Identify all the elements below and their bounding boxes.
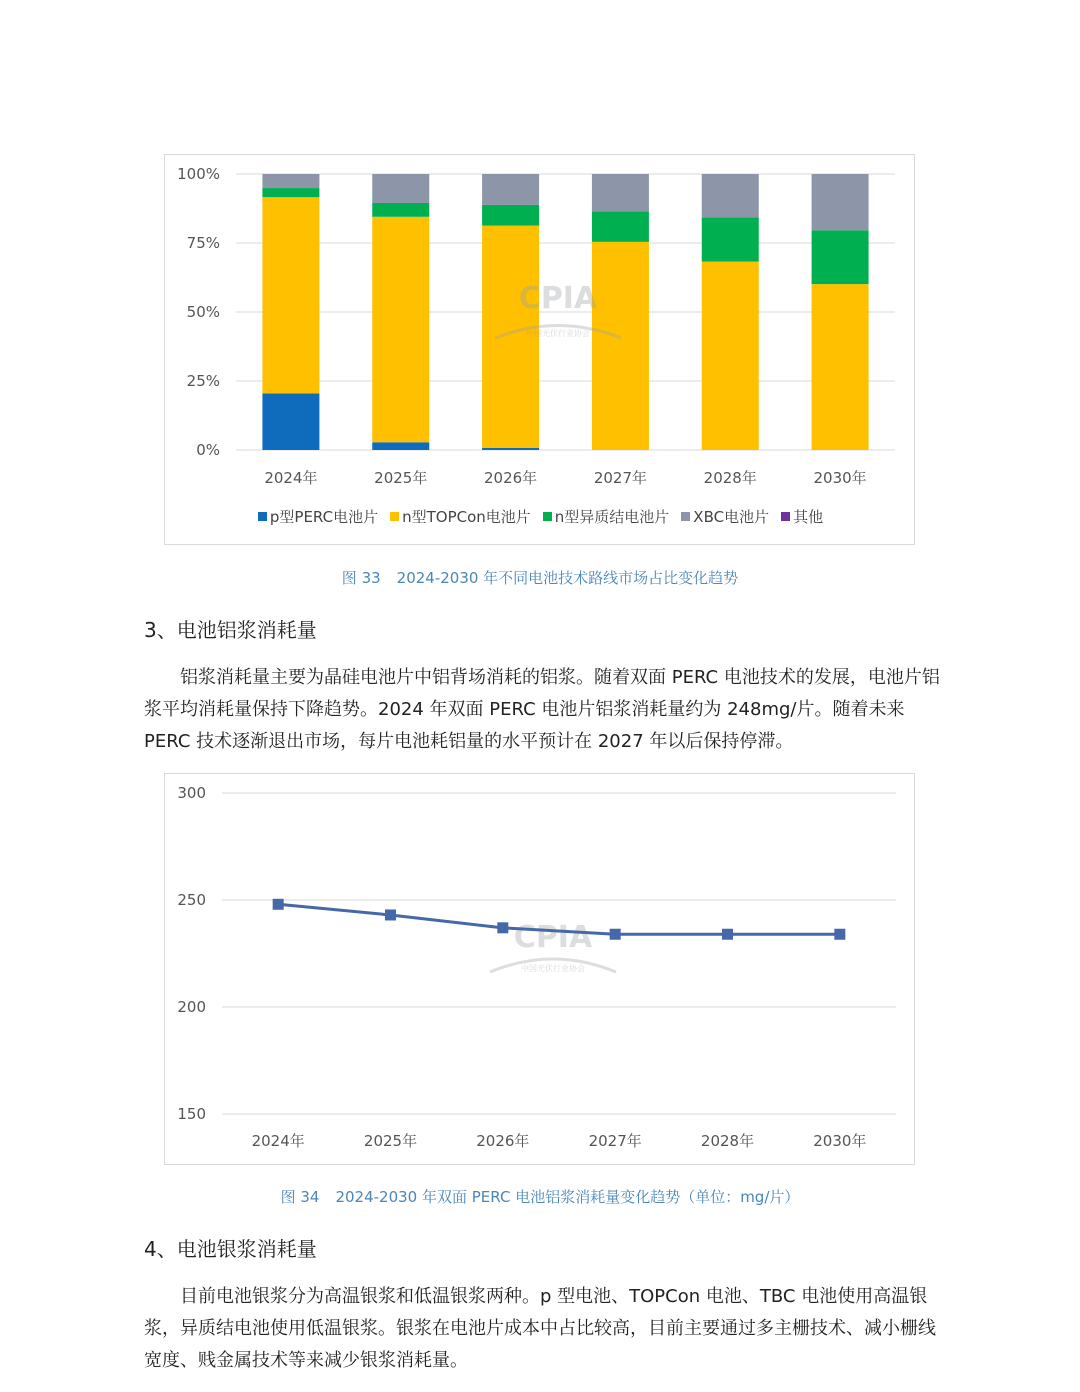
line-chart	[164, 773, 915, 1165]
bar-segment	[262, 393, 319, 450]
bar-segment	[592, 211, 649, 242]
data-point-marker	[385, 909, 396, 920]
legend-item	[390, 506, 531, 527]
data-point-marker	[273, 899, 284, 910]
y-tick-label: 150	[177, 1105, 206, 1123]
svg-text:CPIA: CPIA	[518, 281, 598, 316]
legend-item	[543, 506, 670, 527]
svg-text:中国光伏行业协会: 中国光伏行业协会	[521, 964, 585, 973]
figure-caption-text: 2024-2030 年双面 PERC 电池铝浆消耗量变化趋势（单位：mg/片）	[335, 1188, 800, 1206]
bar-segment	[482, 205, 539, 226]
bar-segment	[372, 203, 429, 217]
x-tick-label: 2030年	[813, 1132, 867, 1150]
legend-swatch	[258, 512, 267, 521]
y-tick-label: 50%	[186, 303, 220, 321]
legend-label: n型异质结电池片	[554, 508, 670, 526]
data-point-marker	[497, 922, 508, 933]
x-tick-label: 2025年	[363, 1132, 418, 1150]
legend-label: 其他	[793, 508, 824, 526]
y-tick-label: 300	[177, 784, 206, 802]
x-tick-label: 2025年	[374, 469, 428, 487]
y-tick-label: 200	[177, 998, 206, 1016]
y-tick-label: 0%	[196, 441, 220, 459]
bar-segment	[372, 217, 429, 442]
legend-item	[258, 506, 378, 527]
chart-legend	[165, 506, 916, 527]
legend-swatch	[390, 512, 399, 521]
legend-swatch	[543, 512, 552, 521]
x-tick-label: 2024年	[264, 469, 318, 487]
bar-segment	[592, 174, 649, 211]
stacked-bar-chart-svg	[165, 155, 916, 546]
bar-segment	[372, 442, 429, 450]
bar-segment	[702, 261, 759, 450]
y-tick-label: 100%	[177, 165, 220, 183]
legend-label: n型TOPCon电池片	[402, 508, 531, 526]
bar-segment	[262, 174, 319, 188]
legend-label: XBC电池片	[693, 508, 770, 526]
bar-segment	[482, 174, 539, 205]
x-tick-label: 2028年	[700, 1132, 755, 1150]
figure-34-caption	[0, 1186, 1080, 1207]
figure-33-caption	[0, 567, 1080, 588]
data-point-marker	[834, 929, 845, 940]
legend-swatch	[681, 512, 690, 521]
paragraph-silver-paste: 目前电池银浆分为高温银浆和低温银浆两种。p 型电池、TOPCon 电池、TBC 电池使用高温银浆，异质结电池使用低温银浆。银浆在电池片成本中占比较高，目前主要通过多主栅技术、减小栅线宽度、贱金属技术等来减少银浆消耗量。	[144, 1286, 936, 1371]
x-tick-label: 2027年	[593, 469, 648, 487]
bar-segment	[262, 188, 319, 197]
x-tick-label: 2024年	[251, 1132, 305, 1150]
bar-segment	[482, 448, 539, 450]
bar-segment	[812, 284, 869, 450]
bar-segment	[262, 197, 319, 393]
legend-item	[681, 506, 769, 527]
legend-label: p型PERC电池片	[269, 508, 379, 526]
y-tick-label: 75%	[186, 234, 220, 252]
x-tick-label: 2026年	[483, 469, 538, 487]
line-chart-svg	[165, 774, 916, 1166]
svg-text:CPIA: CPIA	[513, 920, 593, 955]
svg-text:中国光伏行业协会: 中国光伏行业协会	[526, 329, 590, 338]
bar-segment	[702, 174, 759, 217]
figure-number: 图 34	[280, 1188, 320, 1206]
data-point-marker	[722, 929, 733, 940]
x-tick-label: 2028年	[703, 469, 757, 487]
paragraph-aluminum-paste: 铝浆消耗量主要为晶硅电池片中铝背场消耗的铝浆。随着双面 PERC 电池技术的发展，电池片铝浆平均消耗量保持下降趋势。2024 年双面 PERC 电池片铝浆消耗量约为 248mg/片。随着未来 PERC 技术逐渐退出市场，每片电池耗铝量的水平预计在 2027 年以后保持停滞。	[144, 667, 940, 752]
y-tick-label: 250	[177, 891, 206, 909]
x-tick-label: 2030年	[813, 469, 867, 487]
bar-segment	[812, 230, 869, 284]
stacked-bar-chart	[164, 154, 915, 545]
x-tick-label: 2026年	[476, 1132, 530, 1150]
figure-number: 图 33	[341, 569, 381, 587]
section-3-title: 3、电池铝浆消耗量	[144, 618, 317, 642]
bar-segment	[592, 242, 649, 450]
section-4-title: 4、电池银浆消耗量	[144, 1237, 317, 1261]
legend-swatch	[781, 512, 790, 521]
data-point-marker	[610, 929, 621, 940]
bar-segment	[702, 217, 759, 261]
figure-caption-text: 2024-2030 年不同电池技术路线市场占比变化趋势	[396, 569, 739, 587]
x-tick-label: 2027年	[588, 1132, 642, 1150]
bar-segment	[812, 174, 869, 230]
legend-item	[781, 506, 823, 527]
y-tick-label: 25%	[186, 372, 220, 390]
bar-segment	[372, 174, 429, 203]
